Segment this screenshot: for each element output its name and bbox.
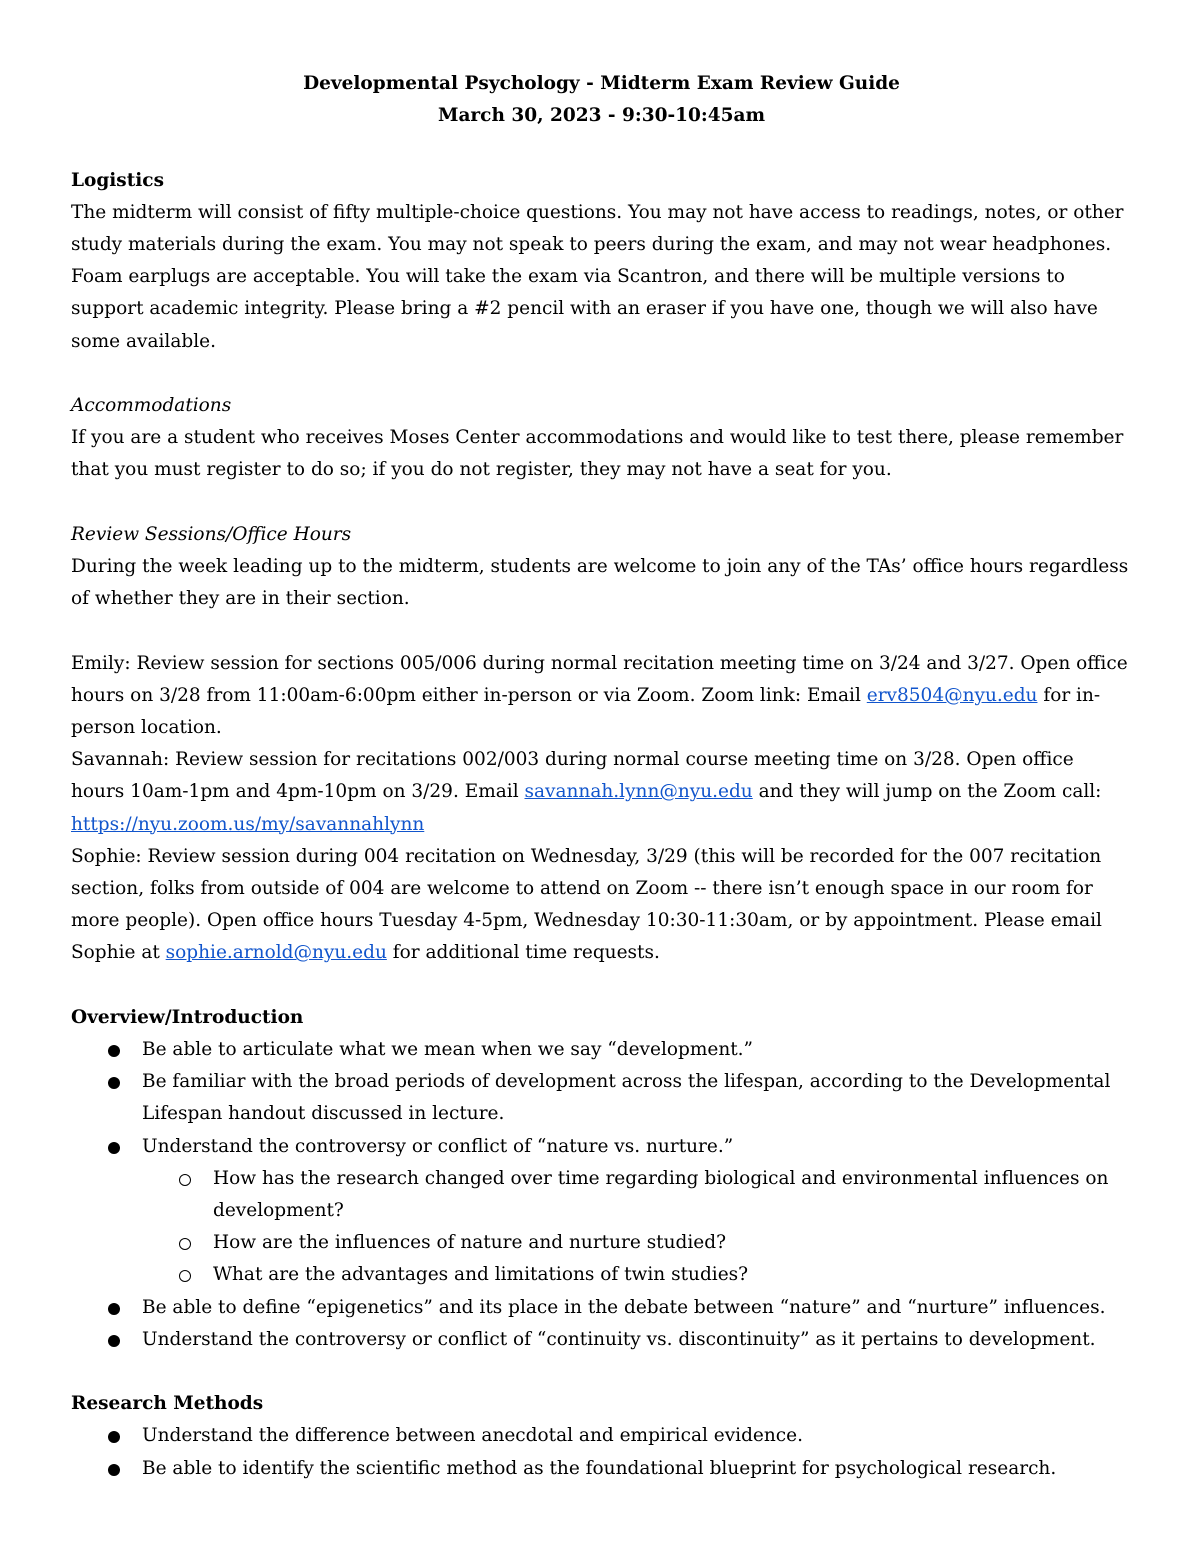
overview-heading: Overview/Introduction bbox=[71, 1006, 304, 1028]
savannah-text: Savannah: Review session for recitations 002/003 during normal course meeting time on 3/28. Open office hours 10am-1pm and 4pm-10pm on 3/29. Email bbox=[71, 749, 1074, 803]
overview-sublist bbox=[142, 1163, 1132, 1292]
hollow-bullet-icon bbox=[179, 1238, 191, 1250]
sub-list-item bbox=[213, 1163, 1132, 1227]
list-item bbox=[142, 1066, 1132, 1130]
savannah-paragraph bbox=[71, 744, 1132, 841]
logistics-paragraph: The midterm will consist of fifty multiple-choice questions. You may not have access to readings, notes, or other study materials during the exam. You may not speak to peers during the exam, and may not wear headphones. Foam earplugs are acceptable. You will take the exam via Scantron, and there will be multiple versions to support academic integrity. Please bring a #2 pencil with an eraser if you have one, though we will also have some available. bbox=[71, 201, 1124, 352]
sub-list-item-text: What are the advantages and limitations of twin studies? bbox=[213, 1264, 749, 1286]
sophie-text-after: for additional time requests. bbox=[386, 942, 660, 964]
bullet-icon bbox=[108, 1431, 120, 1443]
list-item-text: Be familiar with the broad periods of development across the lifespan, according to the Developmental Lifespan handout discussed in lecture. bbox=[142, 1071, 1111, 1125]
list-item-text: Be able to identify the scientific method as the foundational blueprint for psychological research. bbox=[142, 1457, 1057, 1479]
review-sessions-heading: Review Sessions/Office Hours bbox=[71, 523, 352, 545]
bullet-icon bbox=[108, 1077, 120, 1089]
sub-list-item bbox=[213, 1259, 1132, 1291]
review-sessions-paragraph: During the week leading up to the midterm, students are welcome to join any of the TAs’ office hours regardless of whether they are in their section. bbox=[71, 556, 1129, 610]
emily-text-after: for in-person location. bbox=[71, 684, 1101, 738]
sophie-email-link[interactable]: sophie.arnold@nyu.edu bbox=[165, 942, 387, 964]
savannah-email-link[interactable]: savannah.lynn@nyu.edu bbox=[524, 781, 753, 803]
list-item-text: Understand the difference between anecdotal and empirical evidence. bbox=[142, 1425, 803, 1447]
list-item-text: Be able to articulate what we mean when we say “development.” bbox=[142, 1039, 754, 1061]
list-item bbox=[142, 1292, 1132, 1324]
list-item bbox=[142, 1453, 1132, 1485]
sophie-text: Sophie: Review session during 004 recitation on Wednesday, 3/29 (this will be recorded for the 007 recitation section, folks from outside of 004 are welcome to attend on Zoom -- there isn’t enough space in our room for more people). Open office hours Tuesday 4-5pm, Wednesday 10:30-11:30am, or by appointment. Please email Sophie at bbox=[71, 845, 1102, 964]
research-methods-list bbox=[71, 1420, 1132, 1484]
list-item-text: Be able to define “epigenetics” and its place in the debate between “nature” and “nurture” influences. bbox=[142, 1296, 1106, 1318]
list-item-text: Understand the controversy or conflict of “continuity vs. discontinuity” as it pertains to development. bbox=[142, 1328, 1096, 1350]
list-item bbox=[142, 1420, 1132, 1452]
logistics-heading: Logistics bbox=[71, 169, 164, 191]
savannah-text-middle: and they will jump on the Zoom call: bbox=[752, 781, 1102, 803]
exam-date: March 30, 2023 - 9:30-10:45am bbox=[437, 105, 766, 127]
list-item bbox=[142, 1324, 1132, 1356]
document-title: Developmental Psychology - Midterm Exam Review Guide bbox=[303, 73, 900, 94]
emily-paragraph bbox=[71, 648, 1132, 745]
accommodations-paragraph: If you are a student who receives Moses Center accommodations and would like to test there, please remember that you must register to do so; if you do not register, they may not have a seat for you. bbox=[71, 427, 1124, 481]
emily-email-link[interactable]: erv8504@nyu.edu bbox=[866, 684, 1038, 706]
savannah-zoom-link[interactable]: https://nyu.zoom.us/my/savannahlynn bbox=[71, 813, 425, 835]
bullet-icon bbox=[108, 1464, 120, 1476]
bullet-icon bbox=[108, 1303, 120, 1315]
sub-list-item-text: How are the influences of nature and nurture studied? bbox=[213, 1232, 727, 1254]
emily-text: Emily: Review session for sections 005/006 during normal recitation meeting time on 3/24 and 3/27. Open office hours on 3/28 from 11:00am-6:00pm either in-person or via Zoom. Zoom link: Email bbox=[71, 652, 1128, 706]
overview-list bbox=[71, 1034, 1132, 1356]
hollow-bullet-icon bbox=[179, 1270, 191, 1282]
sophie-paragraph bbox=[71, 841, 1132, 970]
list-item-text: Understand the controversy or conflict of “nature vs. nurture.” bbox=[142, 1135, 734, 1157]
bullet-icon bbox=[108, 1045, 120, 1057]
list-item bbox=[142, 1131, 1132, 1292]
research-methods-heading: Research Methods bbox=[71, 1393, 264, 1415]
hollow-bullet-icon bbox=[179, 1174, 191, 1186]
bullet-icon bbox=[108, 1142, 120, 1154]
list-item bbox=[142, 1034, 1132, 1066]
bullet-icon bbox=[108, 1335, 120, 1347]
sub-list-item-text: How has the research changed over time regarding biological and environmental influences on development? bbox=[213, 1167, 1109, 1222]
accommodations-heading: Accommodations bbox=[71, 395, 232, 416]
sub-list-item bbox=[213, 1227, 1132, 1259]
